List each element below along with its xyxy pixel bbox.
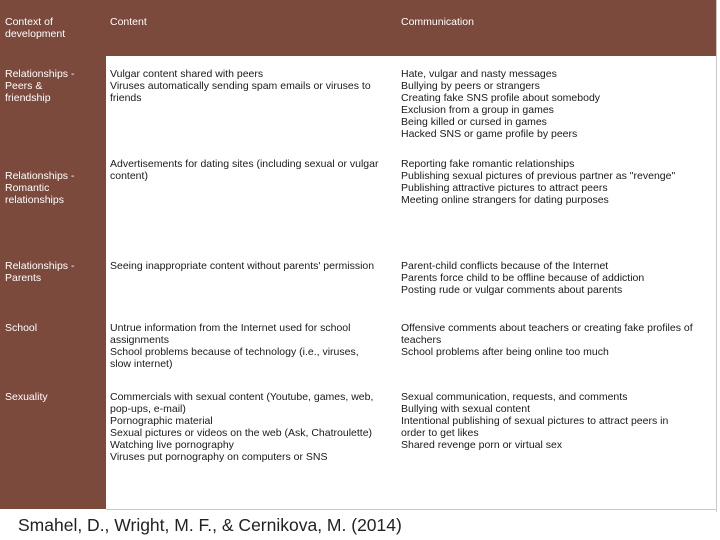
- content-line: Commercials with sexual content (Youtube, games, web,: [110, 391, 374, 403]
- content-line: Untrue information from the Internet used for school: [110, 322, 351, 334]
- communication-line: Posting rude or vulgar comments about parents: [401, 284, 623, 296]
- content-line: slow internet): [110, 358, 173, 370]
- context-line: Relationships -: [5, 260, 75, 272]
- content-line: Watching live pornography: [110, 439, 234, 451]
- communication-line: Hate, vulgar and nasty messages: [401, 68, 557, 80]
- context-line: Peers &: [5, 80, 43, 92]
- header-content: Content: [110, 16, 147, 28]
- content-line: Sexual pictures or videos on the web (Ask, Chatroulette): [110, 427, 373, 439]
- communication-line: Publishing sexual pictures of previous partner as "revenge": [401, 170, 676, 182]
- content-line: Advertisements for dating sites (including sexual or vulgar: [110, 158, 379, 170]
- context-line: relationships: [5, 194, 64, 206]
- content-line: pop-ups, e-mail): [110, 403, 186, 415]
- communication-line: Publishing attractive pictures to attract peers: [401, 182, 608, 194]
- communication-line: Parents force child to be offline because of addiction: [401, 272, 645, 284]
- context-line: Sexuality: [5, 391, 48, 403]
- communication-line: order to get likes: [401, 427, 479, 439]
- communication-line: Creating fake SNS profile about somebody: [401, 92, 601, 104]
- content-cell: [110, 391, 394, 463]
- communication-line: teachers: [401, 334, 442, 346]
- table-bottom-border: [106, 509, 716, 510]
- communication-line: Meeting online strangers for dating purposes: [401, 194, 609, 206]
- communication-line: School problems after being online too much: [401, 346, 609, 358]
- communication-line: Intentional publishing of sexual pictures to attract peers in: [401, 415, 669, 427]
- context-line: Parents: [5, 272, 42, 284]
- communication-line: Reporting fake romantic relationships: [401, 158, 575, 170]
- content-line: Pornographic material: [110, 415, 213, 427]
- communication-cell: [401, 158, 713, 206]
- communication-line: Offensive comments about teachers or creating fake profiles of: [401, 322, 693, 334]
- content-line: friends: [110, 92, 142, 104]
- content-line: assignments: [110, 334, 169, 346]
- communication-line: Parent-child conflicts because of the Internet: [401, 260, 609, 272]
- communication-line: Bullying with sexual content: [401, 403, 530, 415]
- communication-cell: [401, 322, 713, 358]
- content-line: Viruses automatically sending spam emails or viruses to: [110, 80, 371, 92]
- content-cell: [110, 260, 394, 272]
- content-line: Seeing inappropriate content without parents' permission: [110, 260, 375, 272]
- communication-line: Bullying by peers or strangers: [401, 80, 540, 92]
- communication-line: Sexual communication, requests, and comments: [401, 391, 628, 403]
- context-cell: [5, 68, 100, 104]
- context-line: School: [5, 322, 38, 334]
- context-cell: [5, 170, 100, 206]
- communication-line: Hacked SNS or game profile by peers: [401, 128, 578, 140]
- content-cell: [110, 158, 394, 182]
- citation: Smahel, D., Wright, M. F., & Cernikova, M. (2014): [18, 515, 402, 535]
- communication-cell: [401, 391, 713, 451]
- content-line: School problems because of technology (i.e., viruses,: [110, 346, 359, 358]
- content-line: Viruses put pornography on computers or SNS: [110, 451, 328, 463]
- table-header: [0, 0, 716, 56]
- header-context: Context of development: [5, 16, 66, 40]
- context-line: Relationships -: [5, 68, 75, 80]
- context-line: friendship: [5, 92, 51, 104]
- communication-line: Being killed or cursed in games: [401, 116, 547, 128]
- context-cell: [5, 322, 100, 334]
- context-line: Romantic: [5, 182, 50, 194]
- content-line: Vulgar content shared with peers: [110, 68, 264, 80]
- content-cell: [110, 68, 394, 104]
- content-line: content): [110, 170, 148, 182]
- communication-cell: [401, 68, 713, 140]
- content-cell: [110, 322, 394, 370]
- context-line: Relationships -: [5, 170, 75, 182]
- communication-line: Shared revenge porn or virtual sex: [401, 439, 563, 451]
- communication-cell: [401, 260, 713, 296]
- context-cell: [5, 260, 100, 284]
- communication-line: Exclusion from a group in games: [401, 104, 554, 116]
- header-communication: Communication: [401, 16, 474, 28]
- table-right-border: [716, 0, 717, 512]
- context-cell: [5, 391, 100, 403]
